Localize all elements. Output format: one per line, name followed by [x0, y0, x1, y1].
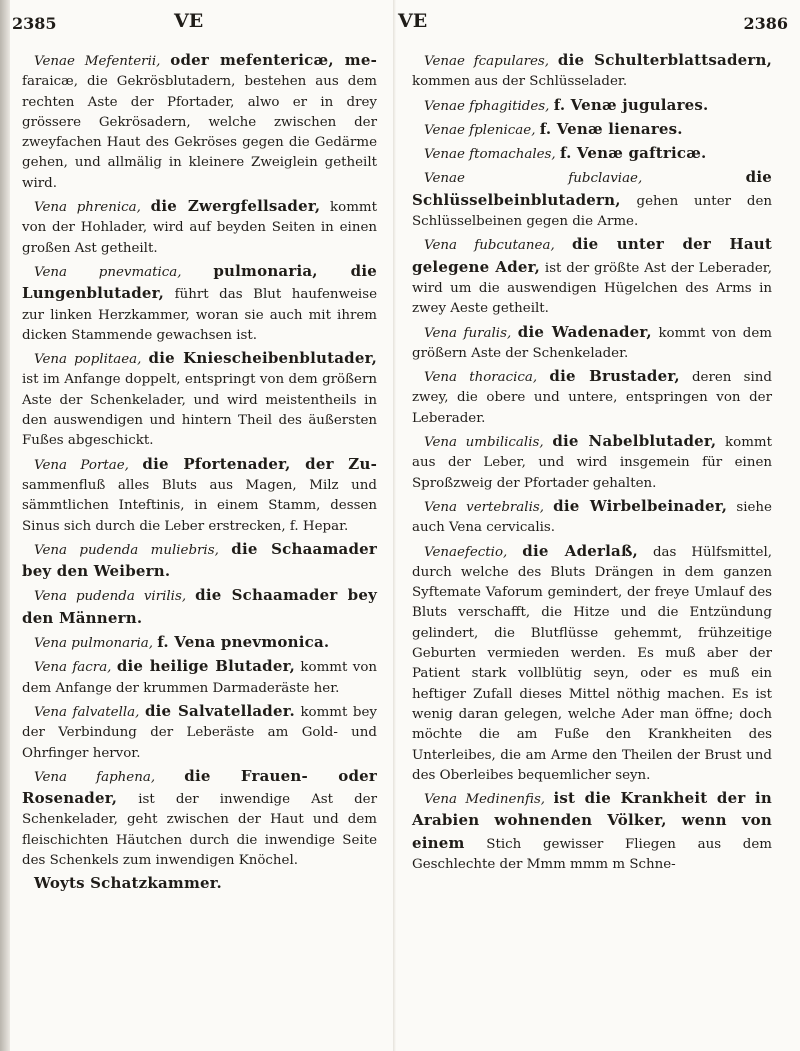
right-column — [412, 50, 772, 877]
dictionary-entry — [22, 701, 377, 764]
german-gloss: Woyts Schatzkammer. — [34, 874, 222, 893]
latin-term: Vena Medinenfis, — [424, 792, 546, 808]
dictionary-entry — [22, 656, 377, 699]
german-gloss: die Brustader, — [549, 367, 680, 386]
entry-definition: kommt aus der Leber, und wird insgemein für einen Sproßzweig der Pfortader gehalten. — [412, 435, 772, 491]
left-column — [22, 50, 377, 898]
dictionary-entry — [412, 322, 772, 365]
right-running-head: VE — [398, 10, 428, 32]
german-gloss: die Kniescheibenblutader, — [148, 349, 378, 368]
latin-term: Vena furalis, — [424, 325, 512, 341]
german-gloss: die Salvatellader. — [144, 701, 295, 720]
german-gloss: die Pfortenader, der Zu- — [142, 454, 377, 473]
left-running-head: VE — [174, 10, 204, 32]
dictionary-entry — [22, 585, 377, 630]
entry-definition: führt das Blut haufenweise zur linken Herzkammer, woran sie auch mit ihrem dicken Stammende gewachsen ist. — [22, 287, 378, 343]
latin-term: Venae fphagitides, — [424, 98, 550, 114]
entry-definition: kommt von der Hohlader, wird auf beyden Seiten in einen großen Ast getheilt. — [22, 200, 377, 256]
german-gloss: die Wirbelbeinader, — [553, 496, 728, 515]
dictionary-entry — [22, 196, 377, 259]
german-gloss: oder mefentericæ, me- — [170, 51, 377, 69]
german-gloss: die unter der Haut gelegene Ader, — [412, 235, 772, 276]
entry-definition: kommt von dem Anfange der krummen Darmaderäste her. — [22, 660, 378, 696]
german-gloss: die Schlüsselbeinblutadern, — [412, 168, 772, 209]
dictionary-entry — [412, 366, 772, 429]
latin-term: Vena facra, — [34, 660, 112, 676]
latin-term: Vena pnevmatica, — [34, 264, 182, 280]
german-gloss: f. Vena pnevmonica. — [157, 633, 330, 652]
german-gloss: die Schaamader bey den Männern. — [22, 586, 377, 627]
latin-term: Venae fcapulares, — [424, 54, 550, 69]
entry-definition: kommt bey der Verbindung der Leberäste am Gold- und Ohrfinger hervor. — [22, 704, 377, 761]
latin-term: Vena phrenica, — [34, 200, 141, 216]
latin-term: Vena umbilicalis, — [424, 435, 544, 451]
dictionary-entry — [412, 788, 772, 875]
dictionary-entry — [412, 143, 772, 165]
left-page-number: 2385 — [12, 14, 57, 33]
german-gloss: die Schaamader bey den Weibern. — [22, 539, 377, 581]
latin-term: Vena Portae, — [34, 457, 129, 473]
latin-term: Venaefectio, — [424, 544, 508, 560]
dictionary-entry — [22, 539, 377, 584]
dictionary-entry — [412, 119, 772, 141]
entry-definition: ist im Anfange doppelt, entspringt von dem größern Aste der Schenkelader, und wird meistentheils in den auswendigen und hintern Theil des äußersten Fußes abgeschickt. — [22, 372, 377, 449]
dictionary-entry — [22, 50, 377, 194]
latin-term: Vena pudenda virilis, — [34, 589, 187, 605]
german-gloss: f. Venæ gaftricæ. — [559, 144, 707, 163]
german-gloss: pulmonaria, die Lungenblutader, — [22, 261, 377, 303]
entry-definition: Stich gewisser Fliegen aus dem Geschlechte der Mmm mmm m Schne- — [412, 836, 772, 872]
latin-term: Vena thoracica, — [424, 370, 538, 386]
latin-term: Venae Mefenterii, — [34, 54, 161, 69]
entry-definition: gehen unter den Schlüsselbeinen gegen die Arme. — [412, 193, 772, 230]
german-gloss: die Nabelblutader, — [552, 432, 717, 451]
dictionary-entry — [412, 431, 772, 494]
latin-term: Vena vertebralis, — [424, 499, 544, 515]
entry-definition: sammenfluß alles Bluts aus Magen, Milz und sämmtlichen Inteftinis, in einem Stamm, dessen Sinus sich durch die Leber erstrecken, f. Hepar. — [22, 477, 377, 534]
latin-term: Vena poplitaea, — [34, 352, 142, 368]
entry-definition: siehe auch Vena cervicalis. — [412, 499, 772, 536]
latin-term: Vena faphena, — [34, 769, 156, 785]
entry-definition: kommt von dem größern Aste der Schenkelader. — [412, 325, 772, 361]
dictionary-entry — [22, 632, 377, 654]
entry-definition: das Hülfsmittel, durch welche des Bluts Drängen in dem ganzen Syftemate Vaforum gemindert, der freye Umlauf des Bluts verschafft, die Hitze und die Entzündung gelindert, die Blutflüsse gehemmt, frühzeitige Geburten vermieden werden. Es muß aber der Patient stark vollblütig seyn, oder es muß ein heftiger Zufall dieses Mittel nöthig machen. Es ist wenig daran gelegen, welche Ader man öffne; doch möchte die am Fuße den Krankheiten des Unterleibes, die am Arme den Theilen der Brust und des Oberleibes bequemlicher seyn. — [412, 544, 773, 783]
german-gloss: die heilige Blutader, — [116, 657, 296, 676]
german-gloss: die Aderlaß, — [522, 541, 638, 560]
latin-term: Venae fplenicae, — [424, 122, 536, 138]
german-gloss: die Zwergfellsader, — [150, 197, 321, 216]
entry-definition: ist der inwendige Ast der Schenkelader, geht zwischen der Haut und dem fleischichten Häutchen durch die inwendige Seite des Schenkels zum inwendigen Knöchel. — [22, 792, 377, 868]
column-fold — [393, 0, 396, 1051]
dictionary-entry — [22, 348, 377, 451]
german-gloss: die Wadenader, — [517, 322, 652, 341]
running-header — [12, 6, 788, 40]
german-gloss: f. Venæ jugulares. — [553, 95, 709, 114]
latin-term: Venae ftomachales, — [424, 147, 556, 163]
latin-term: Vena fubcutanea, — [424, 238, 555, 254]
latin-term: Venae fubclaviae, — [424, 171, 643, 187]
entry-definition: faraicæ, die Gekrösblutadern, bestehen aus dem rechten Aste der Pfortader, alwo er in drey grössere Gekrösadern, welche zwischen der zweyfachen Haut des Gekröses gegen die Gedärme gehen, und allmälig in kleinere Zweiglein getheilt wird. — [22, 74, 377, 191]
right-page-number: 2386 — [743, 14, 788, 33]
dictionary-entry — [412, 167, 772, 232]
latin-term: Vena falvatella, — [34, 704, 140, 720]
entry-definition: deren sind zwey, die obere und untere, entspringen von der Leberader. — [412, 370, 772, 426]
binding-edge — [0, 0, 10, 1051]
latin-term: Vena pudenda muliebris, — [34, 542, 219, 558]
dictionary-entry — [22, 766, 377, 871]
dictionary-entry — [412, 234, 772, 319]
dictionary-entry — [412, 496, 772, 539]
dictionary-entry — [412, 541, 772, 787]
german-gloss: f. Venæ lienares. — [539, 119, 683, 138]
dictionary-entry — [22, 454, 377, 537]
latin-term: Vena pulmonaria, — [34, 636, 153, 652]
german-gloss: die Schulterblattsadern, — [557, 51, 773, 69]
dictionary-entry — [22, 873, 377, 895]
entry-definition: kommen aus der Schlüsselader. — [412, 74, 628, 90]
dictionary-entry — [22, 261, 377, 346]
entry-definition: ist der größte Ast der Leberader, wird um die auswendigen Hügelchen des Arms in zwey Aeste getheilt. — [412, 260, 772, 317]
german-gloss: ist die Krankheit der in Arabien wohnenden Völker, wenn von einem — [412, 789, 772, 852]
dictionary-entry — [412, 50, 772, 93]
dictionary-entry — [412, 95, 772, 117]
german-gloss: die Frauen- oder Rosenader, — [22, 766, 378, 808]
